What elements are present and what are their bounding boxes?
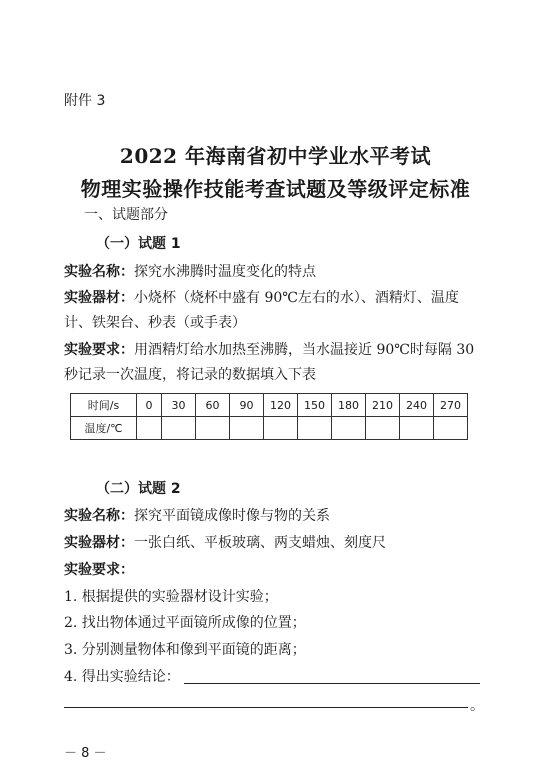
attachment-label: 附件 3 [64,93,106,109]
time-header: 时间/s [71,394,137,417]
time-cell: 180 [332,394,366,417]
section-heading: 一、试题部分 [84,207,168,223]
temperature-input-cell [434,417,468,440]
q1-requirement-line-2: 秒记录一次温度，将记录的数据填入下表 [64,367,316,383]
time-cell: 120 [264,394,298,417]
page-number: － 8 － [64,746,107,761]
q1-name-text: 探究水沸腾时温度变化的特点 [134,264,316,280]
temperature-input-cell [264,417,298,440]
question-2-heading: （二）试题 2 [96,481,181,497]
temperature-input-cell [298,417,332,440]
temperature-input-cell [137,417,162,440]
time-row [71,394,468,417]
q1-experiment-name [64,261,316,281]
q1-requirement-text-1: 用酒精灯给水加热至沸腾，当水温接近 90℃时每隔 30 [134,342,475,358]
q2-step-3: 3. 分别测量物体和像到平面镜的距离； [64,642,306,658]
conclusion-blank-line-1 [184,683,480,684]
question-1-heading: （一）试题 1 [96,236,181,252]
q1-requirement-label: 实验要求： [64,342,134,358]
temperature-input-cell [196,417,230,440]
time-cell: 0 [137,394,162,417]
temperature-input-cell [230,417,264,440]
temperature-input-cell [162,417,196,440]
q2-name-label: 实验名称： [64,508,134,524]
time-cell: 240 [400,394,434,417]
time-cell: 60 [196,394,230,417]
q2-step-1: 1. 根据提供的实验器材设计实验； [64,589,278,605]
temperature-header: 温度/℃ [71,417,137,440]
q2-experiment-name [64,505,330,525]
q1-requirement-line-1 [64,339,474,359]
q2-step-2: 2. 找出物体通过平面镜所成像的位置； [64,615,306,631]
q2-equipment [64,532,386,552]
q1-name-label: 实验名称： [64,264,134,280]
q1-equipment-label: 实验器材： [64,290,134,306]
q2-equipment-label: 实验器材： [64,535,134,551]
time-cell: 90 [230,394,264,417]
time-cell: 210 [366,394,400,417]
temperature-input-cell [366,417,400,440]
time-cell: 150 [298,394,332,417]
conclusion-end-mark: 。 [470,698,484,714]
q1-equipment-text-1: 小烧杯（烧杯中盛有 90℃左右的水）、酒精灯、温度 [134,290,459,306]
temperature-input-cell [332,417,366,440]
q2-name-text: 探究平面镜成像时像与物的关系 [134,508,330,524]
time-cell: 30 [162,394,196,417]
q2-step-4: 4. 得出实验结论： [64,669,180,685]
q2-equipment-text: 一张白纸、平板玻璃、两支蜡烛、刻度尺 [134,535,386,551]
time-cell: 270 [434,394,468,417]
temperature-row [71,417,468,440]
q1-equipment-line-1 [64,287,459,307]
temperature-record-table [70,393,468,440]
temperature-input-cell [400,417,434,440]
document-title-line-1: 2022 年海南省初中学业水平考试 [119,144,432,168]
conclusion-blank-line-2 [64,707,468,708]
document-title-line-2: 物理实验操作技能考查试题及等级评定标准 [80,177,471,201]
q2-requirement-label: 实验要求： [64,562,134,578]
q1-equipment-line-2: 计、铁架台、秒表（或手表） [64,315,246,331]
